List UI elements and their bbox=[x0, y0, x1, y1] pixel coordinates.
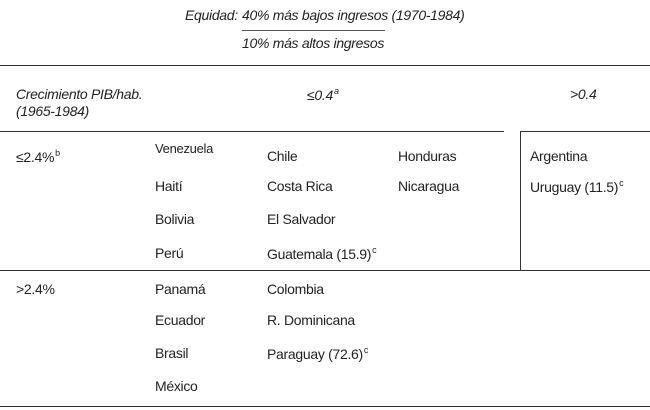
row-header-line2: (1965-1984) bbox=[16, 103, 89, 119]
country-haiti: Haití bbox=[155, 178, 183, 194]
row-header-line1: Crecimiento PIB/hab. bbox=[16, 86, 143, 102]
country-venezuela: Venezuela bbox=[155, 141, 214, 156]
fraction-bar bbox=[242, 30, 385, 31]
country-uruguay: Uruguay $(11.5)^c$ bbox=[530, 178, 624, 195]
equity-label: Equidad: bbox=[185, 7, 238, 23]
country-brasil: Brasil bbox=[155, 345, 189, 361]
column-divider bbox=[520, 131, 521, 270]
footnote-c: c bbox=[363, 345, 369, 355]
equity-numerator: 40% más bajos ingresos (1970-1984) bbox=[242, 7, 465, 23]
footnote-c: c bbox=[619, 178, 624, 188]
country-argentina: Argentina bbox=[530, 148, 588, 164]
table-top-rule bbox=[0, 65, 650, 66]
country-panama: Panamá bbox=[155, 281, 206, 297]
country-paraguay: Paraguay $(72.6)^c$ bbox=[267, 345, 369, 362]
country-ecuador: Ecuador bbox=[155, 312, 206, 328]
equity-denominator: 10% más altos ingresos bbox=[242, 35, 385, 51]
footnote-b: b bbox=[55, 148, 60, 158]
country-nicaragua: Nicaragua bbox=[398, 178, 460, 194]
column-header-high-equity: >0.4 bbox=[570, 86, 597, 102]
country-peru: Perú bbox=[155, 245, 184, 261]
footnote-a: a bbox=[333, 86, 339, 96]
footnote-c: c bbox=[372, 245, 377, 255]
row-separator bbox=[0, 270, 650, 271]
country-r-dominicana: R. Dominicana bbox=[267, 312, 355, 328]
header-rule-right bbox=[521, 131, 650, 132]
country-el-salvador: El Salvador bbox=[267, 211, 336, 227]
country-honduras: Honduras bbox=[398, 148, 457, 164]
country-costa-rica: Costa Rica bbox=[267, 178, 333, 194]
header-rule-left bbox=[0, 131, 504, 132]
country-chile: Chile bbox=[267, 148, 298, 164]
country-mexico: México bbox=[155, 378, 198, 394]
country-bolivia: Bolivia bbox=[155, 211, 195, 227]
row-header bbox=[16, 86, 142, 120]
row-label-high-growth: >2.4% bbox=[16, 281, 55, 297]
country-guatemala: Guatemala $(15.9)^c$ bbox=[267, 245, 377, 262]
column-header-low-equity: ≤0.4$^a$ bbox=[307, 86, 339, 103]
country-colombia: Colombia bbox=[267, 281, 324, 297]
row-label-low-growth: ≤2.4%$^b$ bbox=[16, 148, 60, 165]
table-bottom-rule bbox=[0, 406, 650, 407]
